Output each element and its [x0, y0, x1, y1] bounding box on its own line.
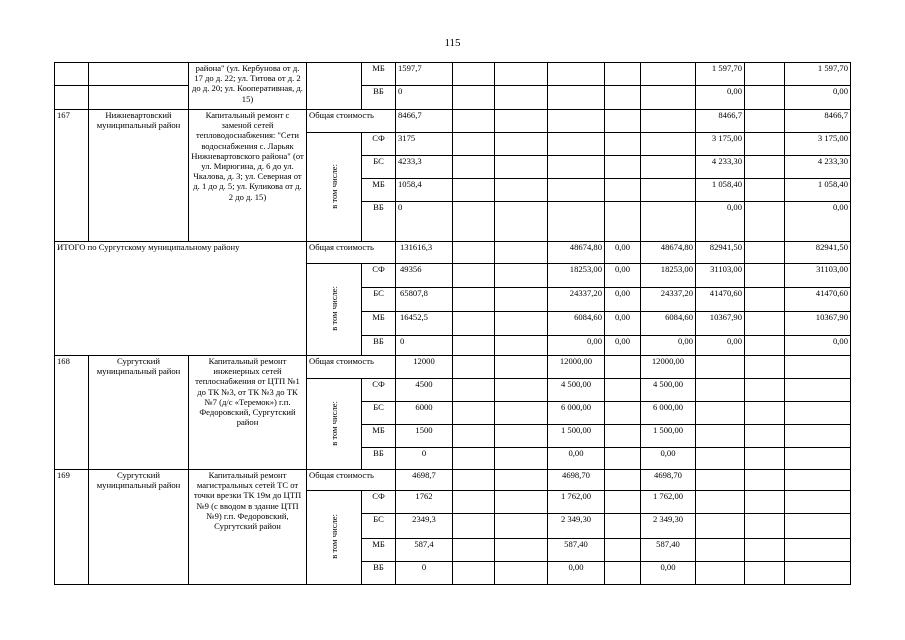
- district-name: Сургутский муниципальный район: [89, 356, 189, 470]
- page-number: 115: [444, 37, 461, 49]
- table-row: в том числе: СФ 49356 18253,00 0,00 18253,00 31103,00 31103,00: [55, 264, 851, 288]
- table-row: МБ 16452,5 6084,60 0,00 6084,60 10367,90 10367,90: [55, 312, 851, 336]
- row-number: 167: [55, 110, 89, 242]
- table-row: БС 65807,8 24337,20 0,00 24337,20 41470,60 41470,60: [55, 288, 851, 312]
- table-row: ВБ 0 0,00 0,00: [55, 202, 851, 242]
- including-label: в том числе:: [328, 400, 339, 446]
- table-row: района" (ул. Кербунова от д. 17 до д. 22; ул. Титова от д. 2 до д. 20; ул. Кооперативная, д. 15) МБ 1597,7 1 597,70 1 597,70: [55, 63, 851, 86]
- table-row: 169 Сургутский муниципальный район Капитальный ремонт магистральных сетей ТС от точки врезки ТК 19м до ЦТП №9 (с вводом в здание ЦТП №9) г.п. Федоровский, Сургутский район Общая стоимость 4698,7 4698,70 4698,70: [55, 470, 851, 491]
- object-description: Капитальный ремонт магистральных сетей ТС от точки врезки ТК 19м до ЦТП №9 (с вводом в здание ЦТП №9) г.п. Федоровский, Сургутский район: [189, 470, 307, 585]
- table-row: МБ 1058,4 1 058,40 1 058,40: [55, 179, 851, 202]
- district-name: Сургутский муниципальный район: [89, 470, 189, 585]
- table-row: ВБ 0 0,00 0,00: [55, 562, 851, 585]
- object-description: Капитальный ремонт с заменой сетей тепловодоснабжения: "Сети водоснабжения с. Ларьяк Нижневартовского района" (от ул. Мирюгина, д. 6 до ул. Чкалова, д. 3; ул. Северная от д. 1 до д. 5; ул. Куликова от д. 2 до д. 15): [189, 110, 307, 242]
- table-row: МБ 587,4 587,40 587,40: [55, 539, 851, 562]
- table-row: МБ 1500 1 500,00 1 500,00: [55, 425, 851, 448]
- table-row: 168 Сургутский муниципальный район Капитальный ремонт инженерных сетей теплоснабжения от ЦТП №1 до ТК №3, от ТК №3 до ТК №7 (д/с «Теремок») г.п. Федоровский, Сургутский район Общая стоимость 12000 12000,00 12000,00: [55, 356, 851, 379]
- row-number: 169: [55, 470, 89, 585]
- object-description: района" (ул. Кербунова от д. 17 до д. 22; ул. Титова от д. 2 до д. 20; ул. Кооперативная, д. 15): [189, 63, 307, 110]
- total-label: ИТОГО по Сургутскому муниципальному району: [55, 242, 307, 356]
- table-row: в том числе: СФ 4500 4 500,00 4 500,00: [55, 379, 851, 402]
- table-row: 167 Нижневартовский муниципальный район Капитальный ремонт с заменой сетей тепловодоснабжения: "Сети водоснабжения с. Ларьяк Нижневартовского района" (от ул. Мирюгина, д. 6 до ул. Чкалова, д. 3; ул. Северная от д. 1 до д. 5; ул. Куликова от д. 2 до д. 15) Общая стоимость 8466,7 8466,7 8466,7: [55, 110, 851, 133]
- table-row: БС 2349,3 2 349,30 2 349,30: [55, 514, 851, 539]
- including-label: в том числе:: [328, 514, 339, 559]
- district-name: Нижневартовский муниципальный район: [89, 110, 189, 242]
- table-row: ИТОГО по Сургутскому муниципальному району Общая стоимость 131616,3 48674,80 0,00 48674,80 82941,50 82941,50: [55, 242, 851, 264]
- table-row: БС 6000 6 000,00 6 000,00: [55, 402, 851, 425]
- including-label: в том числе:: [328, 286, 339, 331]
- table-row: в том числе: СФ 1762 1 762,00 1 762,00: [55, 491, 851, 514]
- including-label: в том числе:: [328, 163, 339, 209]
- table-row: ВБ 0 0,00 0,00: [55, 448, 851, 470]
- table-row: в том числе: СФ 3175 3 175,00 3 175,00: [55, 133, 851, 156]
- table-row: ВБ 0 0,00 0,00 0,00 0,00 0,00: [55, 336, 851, 356]
- object-description: Капитальный ремонт инженерных сетей теплоснабжения от ЦТП №1 до ТК №3, от ТК №3 до ТК №7 (д/с «Теремок») г.п. Федоровский, Сургутский район: [189, 356, 307, 470]
- row-number: 168: [55, 356, 89, 470]
- funding-table: [54, 62, 851, 585]
- table-row: ВБ 0 0,00 0,00: [55, 86, 851, 110]
- table-row: БС 4233,3 4 233,30 4 233,30: [55, 156, 851, 179]
